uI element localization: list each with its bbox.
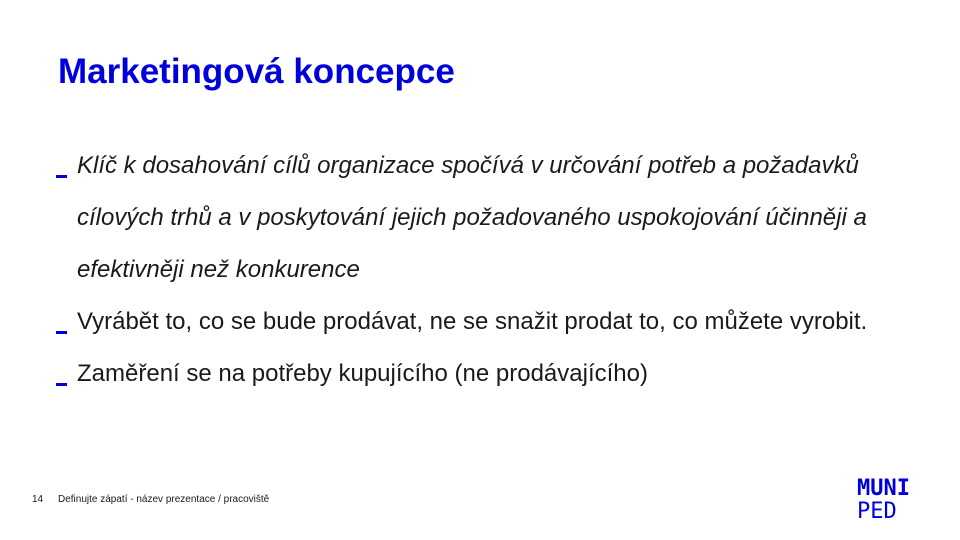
bullet-list <box>56 140 916 400</box>
bullet-text: Klíč k dosahování cílů organizace spočívá v určování potřeb a požadavků cílových trhů a v poskytování jejich požadovaného uspokojování účinněji a efektivněji než konkurence <box>77 152 867 283</box>
logo-line-ped: PED <box>857 499 897 524</box>
bullet-item <box>56 348 916 400</box>
page-number: 14 <box>32 494 44 505</box>
slide-title: Marketingová koncepce <box>58 52 455 91</box>
bullet-text: Vyrábět to, co se bude prodávat, ne se snažit prodat to, co můžete vyrobit. <box>77 308 868 335</box>
bullet-item <box>56 296 916 348</box>
bullet-marker <box>56 383 67 386</box>
bullet-item <box>56 140 916 296</box>
bullet-marker <box>56 331 67 334</box>
logo-line-muni: MUNI <box>857 476 910 501</box>
footer <box>32 494 269 505</box>
bullet-text: Zaměření se na potřeby kupujícího (ne prodávajícího) <box>77 360 648 387</box>
footer-text: Definujte zápatí - název prezentace / pracoviště <box>58 494 270 505</box>
muni-ped-logo <box>857 478 927 524</box>
bullet-marker <box>56 175 67 178</box>
